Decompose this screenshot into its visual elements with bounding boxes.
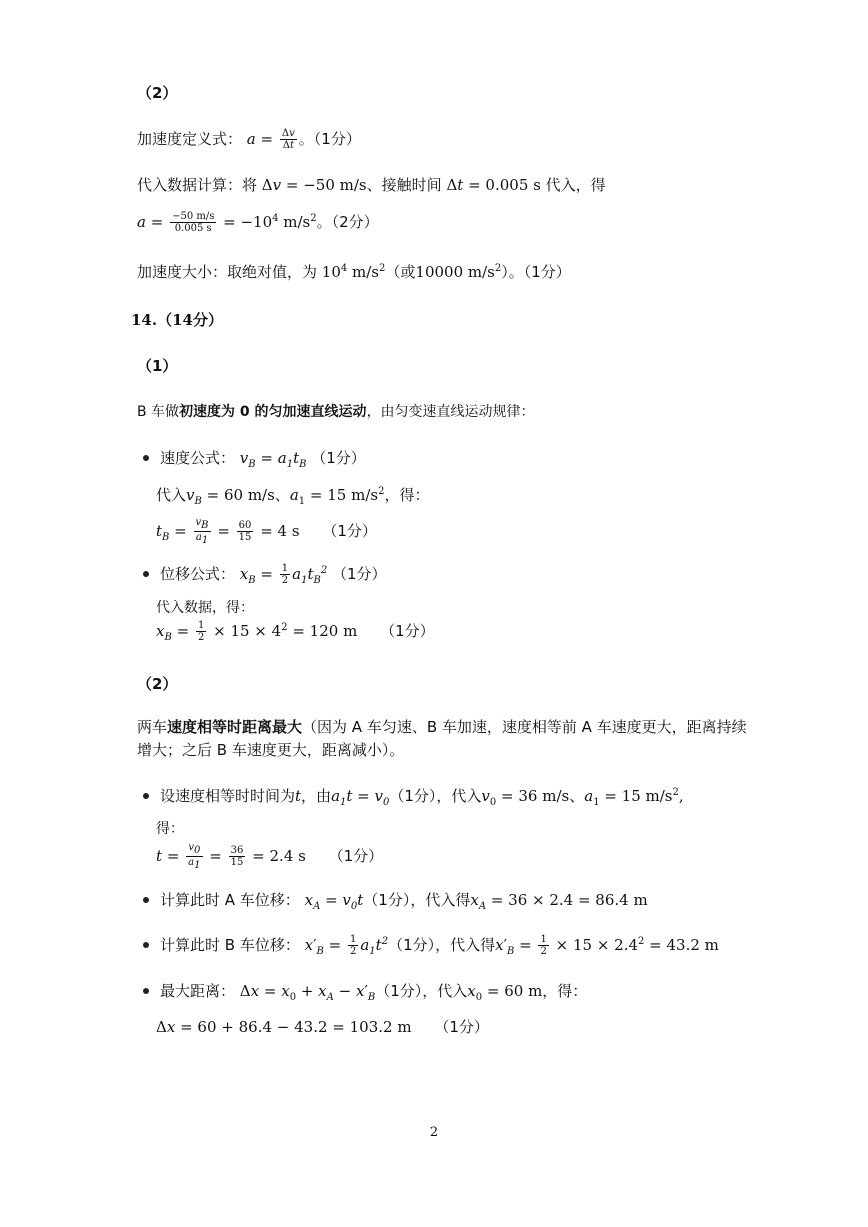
formula: $v_0 = 36$ m/s bbox=[481, 787, 570, 808]
fraction: $\frac{1}{2}$ bbox=[349, 934, 357, 957]
formula: × $15 \times 2.4^2 = 43.2$ m bbox=[555, 936, 719, 954]
formula: $a_1t_B^2$ bbox=[292, 565, 328, 586]
text: 设速度相等时时间为 bbox=[160, 787, 296, 805]
fraction: $\frac{1}{2}$ bbox=[197, 620, 205, 643]
max-distance-result bbox=[156, 1016, 489, 1037]
equal-speed-bullet bbox=[143, 785, 684, 808]
formula: $t_B$ = bbox=[156, 522, 187, 543]
text: 位移公式： bbox=[160, 565, 236, 583]
text: 代入，得 bbox=[545, 176, 606, 194]
fraction: $\frac{v_B}{a_1}$ bbox=[195, 517, 209, 546]
text: （或 bbox=[385, 263, 416, 281]
text: ，得： bbox=[384, 486, 430, 504]
formula: Δv = −50 m/s bbox=[261, 176, 367, 194]
text: 、接触时间 bbox=[366, 176, 442, 194]
formula: = $-10^4$ $m/s^2$ bbox=[223, 213, 317, 231]
text: B 车做 bbox=[137, 404, 180, 420]
fraction: $\frac{-50 m/s}{0.005 s}$ bbox=[172, 211, 215, 234]
accel-definition: 加速度定义式： a = $\frac{\Delta v}{\Delta t}$ 。（1分） bbox=[137, 128, 361, 151]
text: （1分） bbox=[311, 449, 366, 467]
fraction: $\frac{36}{15}$ bbox=[230, 845, 244, 868]
text: 加速度定义式： bbox=[137, 130, 243, 148]
text: 最大距离： bbox=[160, 982, 236, 1000]
formula: $10^4$ $m/s^2$ bbox=[321, 263, 386, 281]
two-cars-line-1 bbox=[137, 716, 747, 737]
text: 得： bbox=[156, 821, 184, 837]
bullet-icon bbox=[143, 897, 149, 903]
formula: $x'_B$ = bbox=[304, 936, 342, 957]
text: 计算此时 B 车位移： bbox=[160, 936, 300, 954]
max-distance-bullet bbox=[143, 980, 587, 1003]
formula: $a_1 = 15$ $m/s^2$, bbox=[584, 787, 684, 808]
bullet-icon bbox=[143, 455, 149, 461]
text: ，得： bbox=[542, 982, 588, 1000]
formula: $x'_B$ = bbox=[495, 936, 532, 957]
bullet-icon bbox=[143, 942, 149, 948]
formula: $v_B = 60$ m/s bbox=[186, 486, 275, 507]
formula: Δx = 60 + 86.4 − 43.2 = 103.2 m bbox=[156, 1018, 412, 1036]
formula: 10000 $m/s^2$ bbox=[415, 263, 502, 281]
fraction: $\frac{1}{2}$ bbox=[540, 934, 547, 957]
formula: $\Delta x = x_0 + x_A - x'_B$ bbox=[239, 982, 376, 1003]
fraction: $\frac{1}{2}$ bbox=[281, 563, 289, 586]
b-car-displacement-bullet bbox=[143, 934, 719, 957]
text: ）。（1分） bbox=[501, 263, 571, 281]
formula: $a_1t = v_0$ bbox=[331, 787, 390, 808]
accel-magnitude bbox=[137, 261, 571, 282]
formula: $x_A = 36 \times 2.4 = 86.4$ m bbox=[470, 891, 648, 912]
formula: t bbox=[295, 787, 302, 805]
velocity-formula-bullet bbox=[143, 447, 366, 470]
formula: a bbox=[137, 213, 146, 231]
text: （1分），代入得 bbox=[388, 936, 496, 954]
formula: $x_B$ = bbox=[239, 565, 273, 586]
bullet-icon bbox=[143, 793, 149, 799]
text: （1） bbox=[137, 357, 178, 375]
b-car-intro bbox=[137, 401, 535, 421]
text: 两车 bbox=[137, 718, 168, 736]
text: 代入 bbox=[156, 486, 187, 504]
text: 计算此时 A 车位移： bbox=[160, 891, 300, 909]
formula: $x_A = v_0t$ bbox=[304, 891, 364, 912]
page-number bbox=[0, 1125, 868, 1140]
equal-speed-result: t = $\frac{v_0}{a_1}$ = $\frac{36}{15}$ = 2.4 s （1分） bbox=[156, 842, 384, 871]
text: 2 bbox=[429, 1125, 439, 1140]
formula: a bbox=[246, 130, 256, 148]
position-formula-bullet bbox=[143, 563, 387, 586]
text: 、 bbox=[274, 486, 290, 504]
text: 。（2分） bbox=[316, 213, 379, 231]
formula: $x_0 = 60$ m bbox=[467, 982, 543, 1003]
a-car-displacement-bullet bbox=[143, 889, 648, 912]
position-result bbox=[156, 620, 435, 643]
fraction: $\frac{\Delta v}{\Delta t}$ bbox=[281, 128, 295, 151]
text: （1分） bbox=[380, 622, 435, 640]
formula: × $15 \times 4^2 = 120$ m bbox=[213, 622, 358, 640]
text: 14.（14分） bbox=[131, 311, 223, 329]
formula: t bbox=[156, 847, 163, 865]
time-result: $t_B$ = $\frac{v_B}{a_1}$ = $\frac{60}{15}$ = 4 s （1分） bbox=[156, 517, 377, 546]
text: （1分） bbox=[332, 565, 387, 583]
text: 初速度为 0 的匀加速直线运动 bbox=[179, 404, 367, 420]
part-1-label bbox=[137, 355, 177, 376]
equal-speed-de bbox=[156, 818, 184, 838]
fraction: $\frac{60}{15}$ bbox=[238, 520, 252, 543]
substitution-line bbox=[137, 174, 606, 195]
accel-calculation: a = $\frac{-50 m/s}{0.005 s}$ = $-10^4$ $m/s^2$。（2分） bbox=[137, 211, 379, 234]
text: ，由 bbox=[301, 787, 332, 805]
text: 、 bbox=[569, 787, 585, 805]
formula: $a_1 = 15$ $m/s^2$ bbox=[289, 486, 385, 507]
text: （2） bbox=[137, 84, 178, 102]
fraction: $\frac{v_0}{a_1}$ bbox=[188, 842, 201, 871]
formula: = 2.4 s bbox=[252, 847, 306, 865]
text: 速度公式： bbox=[160, 449, 236, 467]
velocity-substitution bbox=[156, 484, 429, 507]
text: 增大；之后 B 车速度更大，距离减小）。 bbox=[137, 741, 405, 759]
text: （1分） bbox=[328, 847, 384, 865]
formula: $a_1t^2$ bbox=[360, 936, 389, 957]
text: ，由匀变速直线运动规律： bbox=[366, 404, 535, 420]
text: （1分），代入得 bbox=[363, 891, 471, 909]
two-cars-line-2 bbox=[137, 739, 404, 760]
text: （1分） bbox=[322, 522, 377, 540]
part-2-label-q14 bbox=[137, 673, 177, 694]
text: 速度相等时距离最大 bbox=[167, 718, 303, 736]
formula: $v_B = a_1t_B$ bbox=[239, 449, 307, 470]
text: （1分），代入 bbox=[389, 787, 482, 805]
text: （2） bbox=[137, 675, 178, 693]
formula: $x_B$ = bbox=[156, 622, 190, 643]
bullet-icon bbox=[143, 988, 149, 994]
position-substitution bbox=[156, 597, 254, 617]
text: 代入数据，得： bbox=[156, 600, 254, 616]
bullet-icon bbox=[143, 571, 149, 577]
text: 代入数据计算：将 bbox=[137, 176, 258, 194]
text: 加速度大小：取绝对值，为 bbox=[137, 263, 318, 281]
text: （因为 A 车匀速、B 车加速，速度相等前 A 车速度更大，距离持续 bbox=[302, 718, 747, 736]
text: （1分） bbox=[434, 1018, 489, 1036]
text: （1分），代入 bbox=[375, 982, 468, 1000]
part-2-label bbox=[137, 82, 177, 103]
formula: Δt = 0.005 s bbox=[446, 176, 541, 194]
formula: = 4 s bbox=[260, 522, 300, 540]
text: 。（1分） bbox=[298, 130, 361, 148]
question-14-title bbox=[131, 309, 223, 330]
